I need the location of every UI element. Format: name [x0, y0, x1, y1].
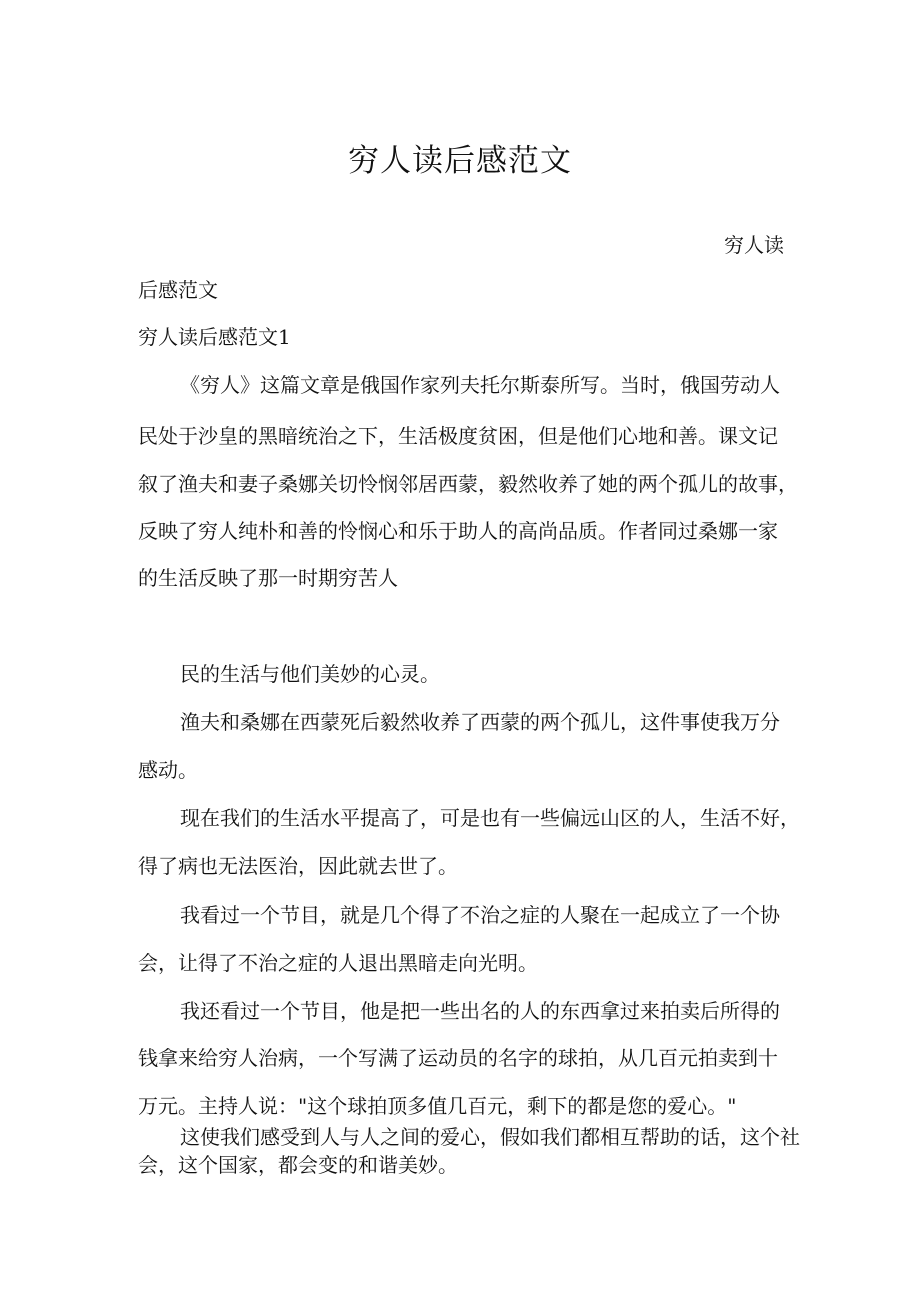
- body-line: 民的生活与他们美妙的心灵。: [180, 662, 440, 686]
- body-line: 这使我们感受到人与人之间的爱心，假如我们都相互帮助的话，这个社: [180, 1125, 800, 1149]
- body-line: 得了病也无法医治，因此就去世了。: [138, 854, 458, 878]
- body-line: 民处于沙皇的黑暗统治之下，生活极度贫困，但是他们心地和善。课文记: [138, 424, 778, 448]
- body-line: 现在我们的生活水平提高了，可是也有一些偏远山区的人，生活不好，: [180, 806, 800, 830]
- body-line: 会，这个国家，都会变的和谐美妙。: [138, 1153, 458, 1177]
- body-line: 感动。: [138, 758, 198, 782]
- body-line: 万元。主持人说："这个球拍顶多值几百元，剩下的都是您的爱心。": [138, 1094, 737, 1118]
- body-line: 反映了穷人纯朴和善的怜悯心和乐于助人的高尚品质。作者同过桑娜一家: [138, 519, 778, 543]
- body-line: 钱拿来给穷人治病，一个写满了运动员的名字的球拍，从几百元拍卖到十: [138, 1046, 778, 1070]
- body-line: 的生活反映了那一时期穷苦人: [138, 566, 398, 590]
- body-line: 渔夫和桑娜在西蒙死后毅然收养了西蒙的两个孤儿，这件事使我万分: [180, 710, 780, 734]
- body-line: 会，让得了不治之症的人退出黑暗走向光明。: [138, 951, 538, 975]
- header-right-text: 穷人读: [724, 233, 784, 257]
- body-line: 我还看过一个节目，他是把一些出名的人的东西拿过来拍卖后所得的: [180, 999, 780, 1023]
- body-line: 叙了渔夫和妻子桑娜关切怜悯邻居西蒙，毅然收养了她的两个孤儿的故事，: [138, 472, 798, 496]
- page-title: 穷人读后感范文: [348, 143, 572, 179]
- header-continued-text: 后感范文: [138, 278, 218, 302]
- section-heading: 穷人读后感范文1: [138, 325, 291, 349]
- body-line: 我看过一个节目，就是几个得了不治之症的人聚在一起成立了一个协: [180, 903, 780, 927]
- body-line: 《穷人》这篇文章是俄国作家列夫托尔斯泰所写。当时，俄国劳动人: [180, 373, 780, 397]
